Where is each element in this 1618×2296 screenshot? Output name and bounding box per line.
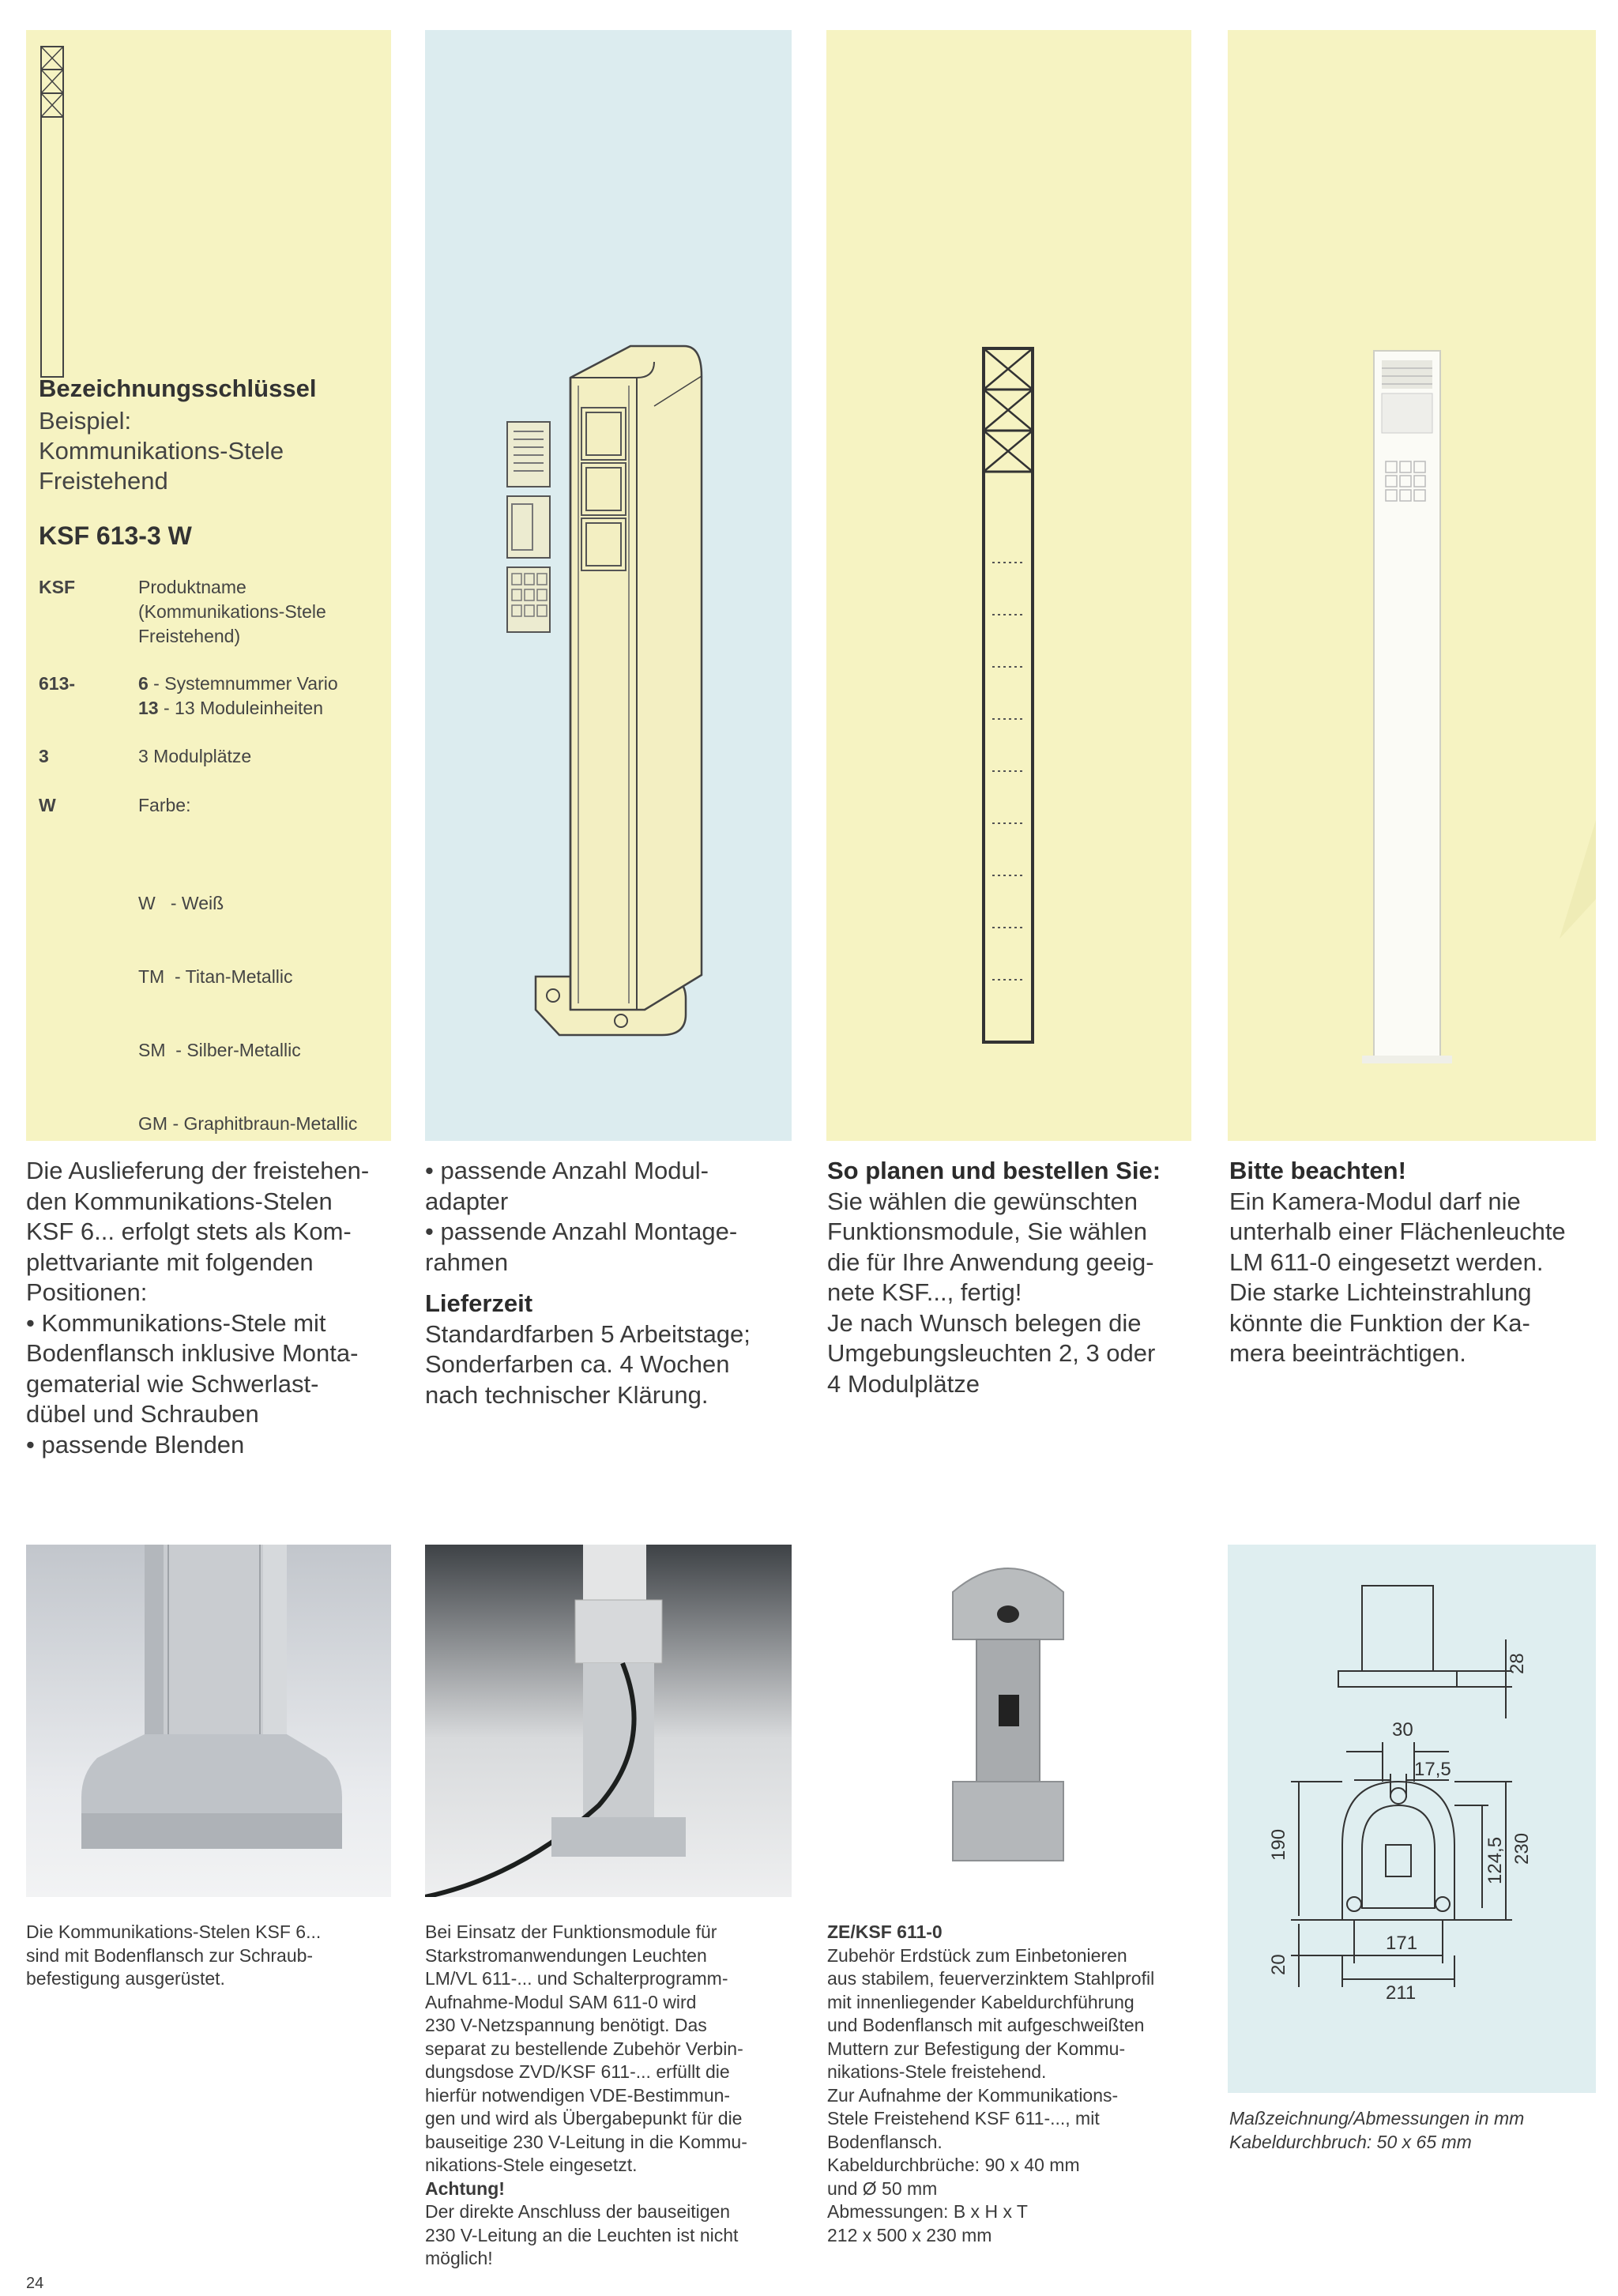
stele-3d-drawing bbox=[425, 30, 792, 1141]
dim-190: 190 bbox=[1268, 1828, 1289, 1861]
stele-3d-illustration-panel bbox=[425, 30, 792, 1141]
notice-heading: Bitte beachten! bbox=[1229, 1157, 1406, 1184]
dim-20: 20 bbox=[1268, 1954, 1289, 1975]
dim-171: 171 bbox=[1386, 1933, 1418, 1954]
ground-piece-heading: ZE/KSF 611-0 bbox=[827, 1921, 943, 1942]
dim-230: 230 bbox=[1511, 1832, 1533, 1865]
ground-piece-caption: ZE/KSF 611-0 Zubehör Erdstück zum Einbetonieren aus stabilem, feuerverzinktem Stahlprofil mit innenliegender Kabeldurchführung und Bodenflansch mit aufgeschweißten Muttern zur Befestigung der Kommu- nikations-Stele freistehend. Zur Aufnahme der Kommunikations- Stele Freistehend KSF 611-..., mit Bodenflansch. Kabeldurchbrüche: 90 x 40 mm und Ø 50 mm Abmessungen: B x H x T 212 x 500 x 230 mm bbox=[827, 1921, 1198, 2247]
flange-photo bbox=[26, 1545, 391, 1897]
warning-heading: Achtung! bbox=[425, 2177, 505, 2199]
delivery-time-heading: Lieferzeit bbox=[425, 1289, 533, 1317]
stele-white-front-view bbox=[1228, 30, 1596, 1141]
notice-text: Bitte beachten! Ein Kamera-Modul darf nie unterhalb einer Flächenleuchte LM 611-0 eingesetzt werden. Die starke Lichteinstrahlung könnte die Funktion der Ka- mera beeinträchtigen. bbox=[1229, 1156, 1609, 1369]
delivery-text: Die Auslieferung der freistehen- den Kommunikations-Stelen KSF 6... erfolgt stets als Kom- plettvariante mit folgenden Positionen: • Kommunikations-Stele mit Bodenflansch inklusive Monta- gematerial wie Schwerlast- dübel und Schrauben • passende Blenden bbox=[26, 1157, 370, 1459]
module-grid-panel bbox=[826, 30, 1191, 1141]
page-number: 24 bbox=[26, 2275, 44, 2292]
flange-caption: Die Kommunikations-Stelen KSF 6... sind mit Bodenflansch zur Schraub- befestigung ausgerüstet. bbox=[26, 1921, 322, 1989]
planning-heading: So planen und bestellen Sie: bbox=[827, 1157, 1161, 1184]
dim-211: 211 bbox=[1386, 1982, 1417, 2004]
dim-30: 30 bbox=[1392, 1719, 1413, 1741]
key-code: KSF 613-3 W bbox=[39, 521, 192, 550]
key-example: Beispiel: Kommunikations-Stele Freistehend bbox=[39, 407, 284, 495]
ground-piece-photo bbox=[826, 1545, 1191, 1897]
connection-caption: Bei Einsatz der Funktionsmodule für Starkstromanwendungen Leuchten LM/VL 611-... und Schalterprogramm- Aufnahme-Modul SAM 611-0 wird 230 V-Netzspannung benötigt. Das separat zu bestellende Zubehör Verbin- dungsdose ZVD/KSF 611-... erfüllt die hierfür notwendigen VDE-Bestimmun- gen und wird als Übergabepunkt für die bauseitige 230 V-Leitung in die Kommu- nikations-Stele eingesetzt. Achtung! Der direkte Anschluss der bauseitigen 230 V-Leitung an die Leuchten ist nicht möglich! bbox=[425, 1921, 796, 2271]
planning-text: So planen und bestellen Sie: Sie wählen die gewünschten Funktionsmodule, Sie wählen die für Ihre Anwendung geeig- nete KSF..., fertig! Je nach Wunsch belegen die Umgebungsleuchten 2, 3 oder 4 Modulplätze bbox=[827, 1156, 1206, 1399]
dimension-caption: Maßzeichnung/Abmessungen in mm Kabeldurchbruch: 50 x 65 mm bbox=[1229, 2108, 1525, 2152]
dim-124-5: 124,5 bbox=[1484, 1836, 1506, 1884]
dim-17-5: 17,5 bbox=[1414, 1759, 1451, 1780]
delivery-time-text: • passende Anzahl Modul- adapter • passende Anzahl Montage- rahmen Lieferzeit Standardfarben 5 Arbeitstage; Sonderfarben ca. 4 Wochen nach technischer Klärung. bbox=[425, 1156, 796, 1410]
dimension-drawing bbox=[1228, 1545, 1596, 2093]
stele-module-grid-schematic bbox=[826, 30, 1191, 1141]
connection-box-photo bbox=[425, 1545, 792, 1897]
designation-key-panel bbox=[26, 30, 391, 1141]
dim-28: 28 bbox=[1507, 1653, 1528, 1674]
key-table: KSF Produktname (Kommunikations-Stele Freistehend) 613- 6 - Systemnummer Vario 13 - 13 Moduleinheiten 3 3 Modulplätze W Farbe: W - Weiß TM - Titan-Metallic SM - Silber-Metallic GM - Graphitbraun-Metallic bbox=[39, 577, 358, 1134]
key-title: Bezeichnungsschlüssel bbox=[39, 375, 317, 402]
stele-photo-panel bbox=[1228, 30, 1596, 1141]
stele-mini-schematic bbox=[40, 46, 64, 378]
